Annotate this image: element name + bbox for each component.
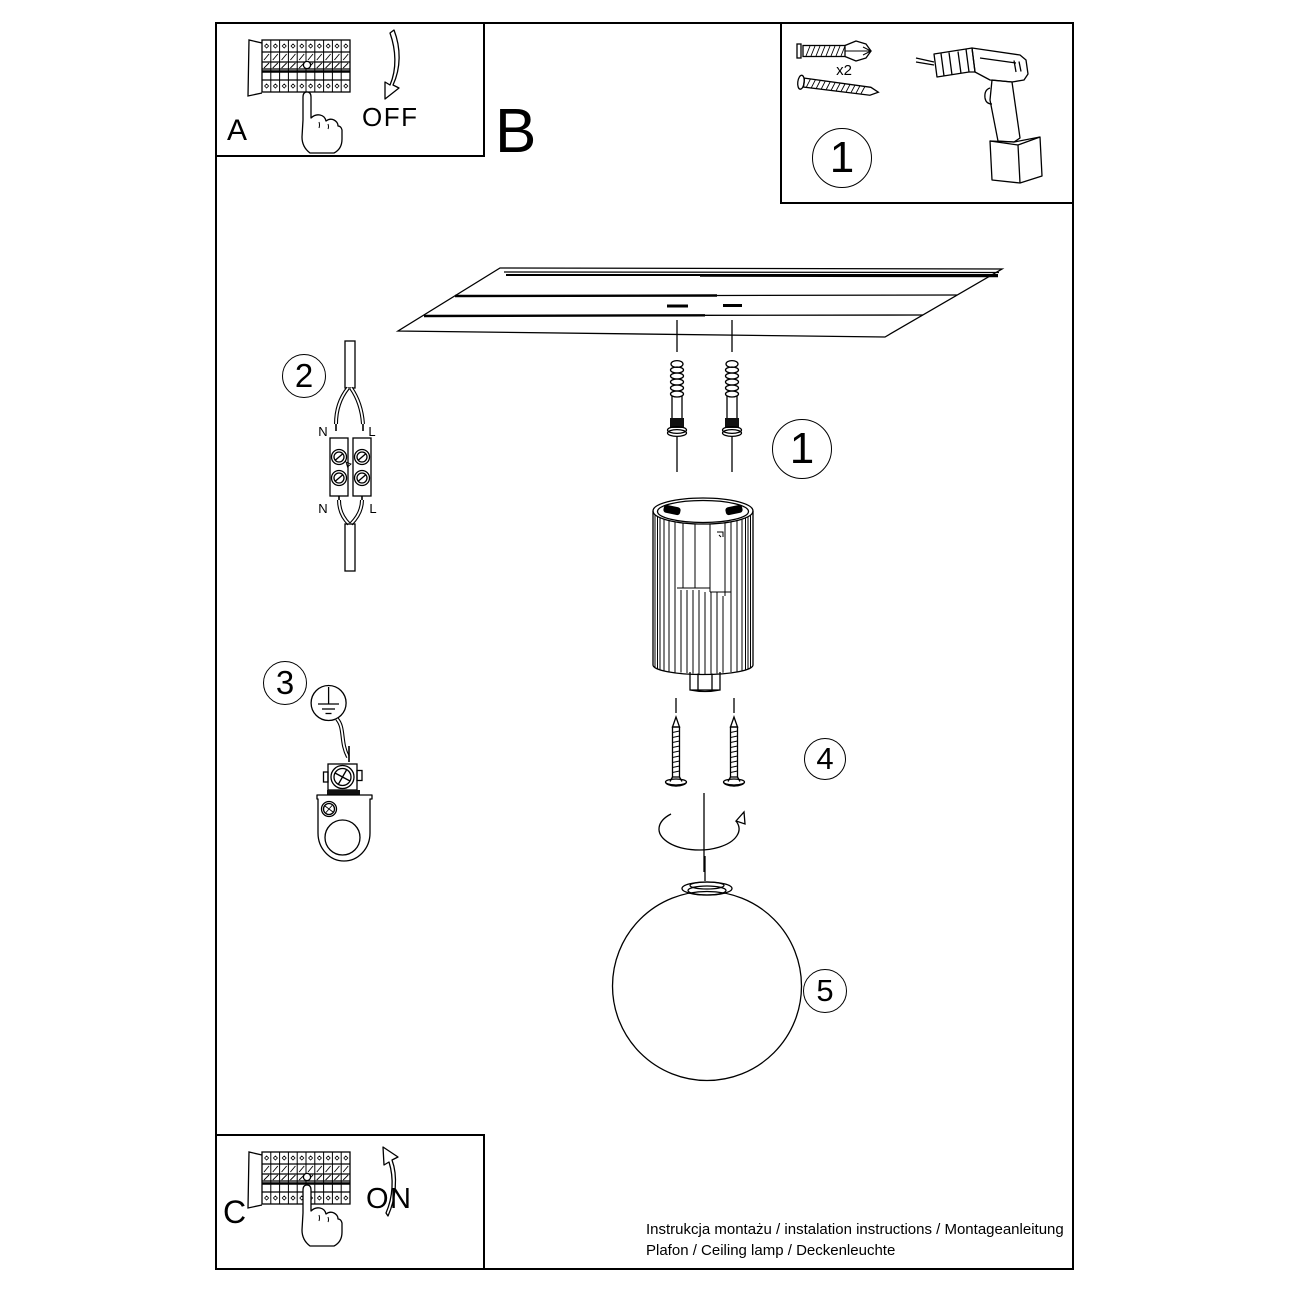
off-label: OFF <box>362 102 419 132</box>
on-label: ON <box>366 1183 413 1215</box>
wire-n-bottom-label: N <box>318 501 328 516</box>
wire-n-top-label: N <box>318 424 328 439</box>
keyhole-slot <box>723 304 742 307</box>
ground-symbol-icon <box>311 686 346 721</box>
ceiling-panel-drawing <box>398 268 1002 337</box>
wall-anchor-icon <box>668 361 687 437</box>
screw-icon <box>666 717 687 786</box>
step1-anchors <box>668 320 742 472</box>
screw-icon <box>724 717 745 786</box>
wall-anchor-icon <box>723 361 742 437</box>
circuit-breaker-icon <box>248 1152 350 1208</box>
ground-terminal-drawing <box>317 746 372 861</box>
step2-badge: 2 <box>282 354 326 398</box>
circuit-breaker-icon <box>248 40 350 96</box>
terminal-block-drawing <box>330 438 371 496</box>
label-a: A <box>227 114 248 147</box>
step2-wiring <box>330 341 371 571</box>
step4-screws <box>659 698 745 872</box>
label-b: B <box>495 97 537 166</box>
lamp-base-drawing <box>653 498 753 692</box>
step3-badge: 3 <box>263 661 307 705</box>
wire-l-bottom-label: L <box>369 501 377 516</box>
step3-earthing <box>311 686 372 862</box>
footer-line-2: Plafon / Ceiling lamp / Deckenleuchte <box>646 1242 896 1259</box>
step1-badge: 1 <box>772 419 832 479</box>
box-c-power-on <box>216 1135 484 1269</box>
step4-badge: 4 <box>804 738 846 780</box>
glass-sphere-drawing <box>613 856 802 1081</box>
label-c: C <box>223 1194 247 1230</box>
kit-badge-circle: 1 <box>812 128 872 188</box>
wire-l-top-label: L <box>368 424 376 439</box>
kit-quantity-label: x2 <box>836 62 852 79</box>
sheet-border <box>216 23 1073 1269</box>
box-a-power-off <box>216 23 484 156</box>
keyhole-slot <box>667 305 688 308</box>
footer-line-1: Instrukcja montażu / instalation instructions / Montageanleitung <box>646 1221 1064 1238</box>
step5-badge: 5 <box>803 969 847 1013</box>
rotation-arrow-icon <box>659 793 745 872</box>
